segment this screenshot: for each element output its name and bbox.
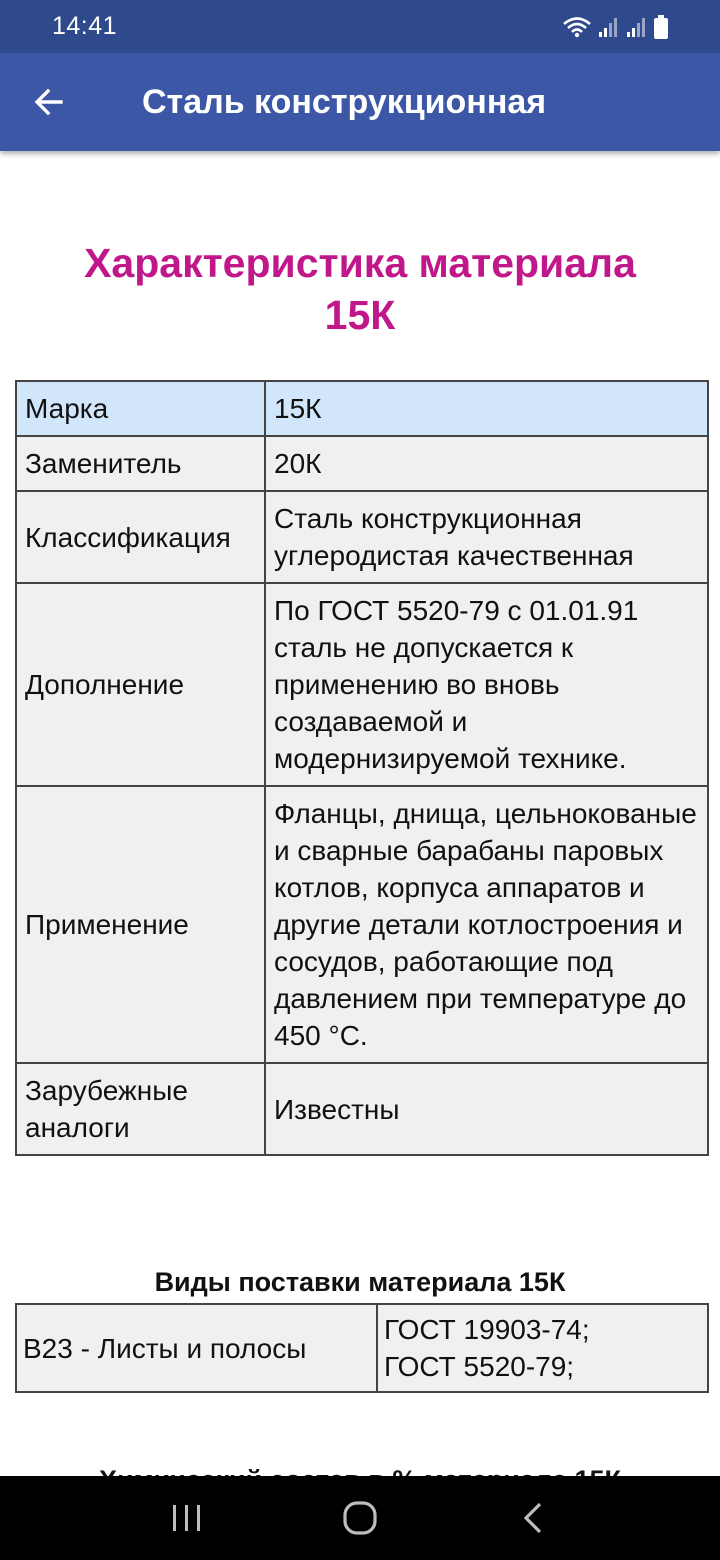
signal-icon	[598, 16, 620, 38]
recent-apps-icon	[170, 1503, 204, 1533]
navigation-bar	[0, 1476, 720, 1560]
table-row	[16, 583, 708, 786]
property-value: Известны	[265, 1063, 708, 1155]
home-icon	[342, 1500, 378, 1536]
signal-icon	[626, 16, 648, 38]
back-icon	[521, 1501, 545, 1535]
supply-table	[15, 1303, 709, 1393]
battery-icon	[654, 15, 668, 39]
table-row	[16, 381, 708, 436]
table-row	[16, 786, 708, 1063]
table-row	[16, 1063, 708, 1155]
status-bar	[0, 0, 720, 53]
supply-type: В23 - Листы и полосы	[16, 1304, 377, 1392]
property-name: Зарубежные аналоги	[16, 1063, 265, 1155]
content-area[interactable]	[0, 151, 720, 1476]
property-name: Классификация	[16, 491, 265, 583]
app-bar	[0, 53, 720, 151]
property-value: 20К	[265, 436, 708, 491]
property-value: По ГОСТ 5520-79 с 01.01.91 сталь не допускается к применению во вновь создаваемой и модернизируемой технике.	[265, 583, 708, 786]
page-title	[0, 237, 720, 341]
table-row	[16, 436, 708, 491]
back-button[interactable]	[0, 53, 98, 151]
wifi-icon	[562, 16, 592, 38]
system-back-button[interactable]	[493, 1478, 573, 1558]
table-row	[16, 491, 708, 583]
page-title-line1: Характеристика материала	[84, 240, 636, 286]
supply-standard: ГОСТ 19903-74; ГОСТ 5520-79;	[377, 1304, 708, 1392]
supply-title: Виды поставки материала 15К	[154, 1267, 566, 1297]
property-name: Марка	[16, 381, 265, 436]
property-value: 15К	[265, 381, 708, 436]
page-title-line2: 15К	[324, 292, 396, 338]
property-name: Заменитель	[16, 436, 265, 491]
properties-table	[15, 380, 709, 1156]
property-name: Дополнение	[16, 583, 265, 786]
status-icons	[562, 15, 668, 39]
property-name: Применение	[16, 786, 265, 1063]
property-value: Сталь конструкционная углеродистая качественная	[265, 491, 708, 583]
recent-apps-button[interactable]	[147, 1478, 227, 1558]
property-value: Фланцы, днища, цельнокованые и сварные барабаны паровых котлов, корпуса аппаратов и другие детали котлостроения и сосудов, работающие под давлением при температуре до 450 °С.	[265, 786, 708, 1063]
table-row	[16, 1304, 708, 1392]
status-time: 14:41	[52, 12, 118, 40]
arrow-left-icon	[33, 86, 65, 118]
home-button[interactable]	[320, 1478, 400, 1558]
app-title: Сталь конструкционная	[142, 82, 547, 121]
